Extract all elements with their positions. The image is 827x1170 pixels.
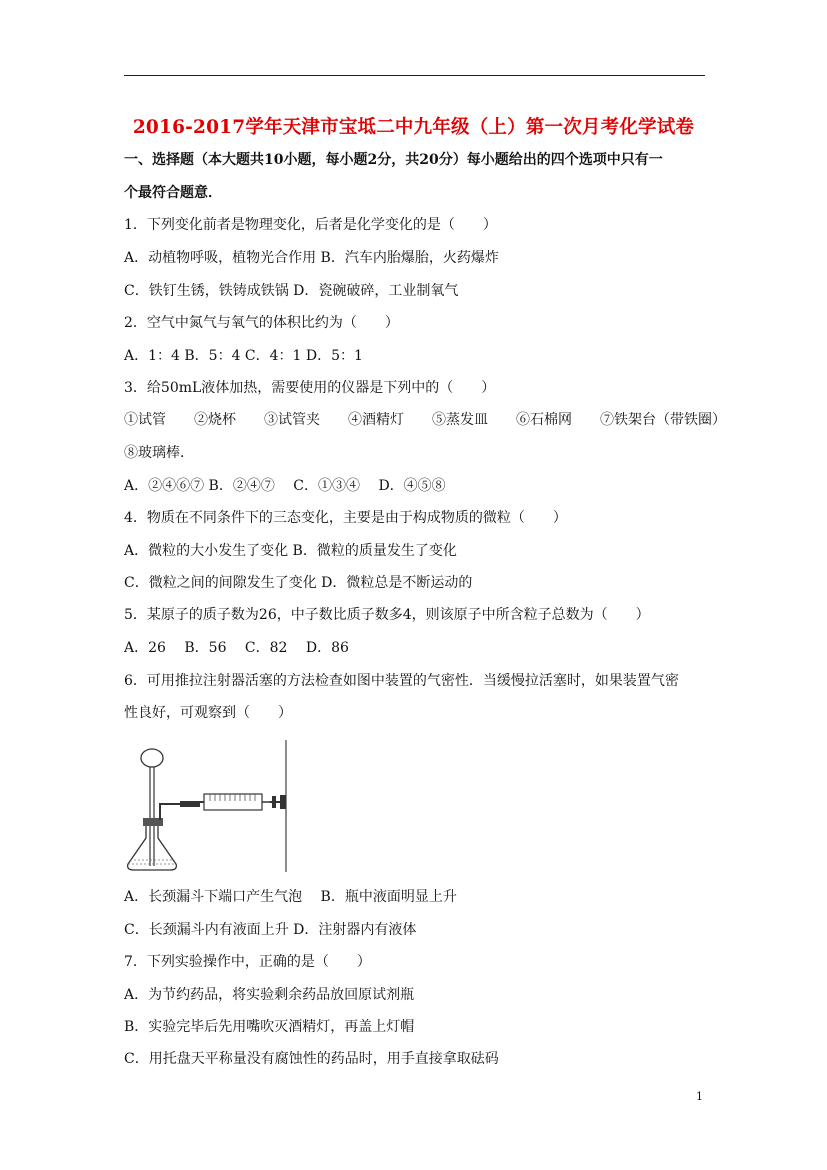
question-6: 6．可用推拉注射器活塞的方法检查如图中装置的气密性．当缓慢拉活塞时，如果装置气密 [124, 673, 679, 689]
q6-options-cd: C．长颈漏斗内有液面上升 D．注射器内有液体 [124, 922, 417, 938]
page-title: 2016-2017学年天津市宝坻二中九年级（上）第一次月考化学试卷 [132, 117, 695, 138]
q3-options: A．②④⑥⑦ B．②④⑦ C．①③④ D．④⑤⑧ [124, 478, 446, 494]
section-heading: 一、选择题（本大题共10小题，每小题2分，共20分）每小题给出的四个选项中只有一 [124, 152, 663, 168]
q7-option-b: B．实验完毕后先用嘴吹灭酒精灯，再盖上灯帽 [124, 1019, 415, 1035]
apparatus-figure [120, 738, 290, 872]
question-6-cont: 性良好，可观察到（ ） [124, 705, 292, 721]
q6-options-ab: A．长颈漏斗下端口产生气泡 B．瓶中液面明显上升 [124, 889, 457, 905]
q1-options-ab: A．动植物呼吸，植物光合作用 B．汽车内胎爆胎，火药爆炸 [124, 250, 499, 266]
question-2: 2．空气中氮气与氧气的体积比约为（ ） [124, 315, 399, 331]
q4-options-ab: A．微粒的大小发生了变化 B．微粒的质量发生了变化 [124, 543, 457, 559]
question-1: 1．下列变化前者是物理变化，后者是化学变化的是（ ） [124, 217, 497, 233]
q7-option-a: A．为节约药品，将实验剩余药品放回原试剂瓶 [124, 987, 415, 1003]
q2-options: A．1：4 B．5：4 C．4：1 D．5：1 [124, 348, 363, 364]
q3-instrument-list-cont: ⑧玻璃棒． [124, 445, 194, 461]
q4-options-cd: C．微粒之间的间隙发生了变化 D．微粒总是不断运动的 [124, 575, 473, 591]
section-heading-cont: 个最符合题意． [124, 185, 222, 201]
q1-options-cd: C．铁钉生锈，铁铸成铁锅 D．瓷碗破碎，工业制氧气 [124, 283, 459, 299]
question-4: 4．物质在不同条件下的三态变化，主要是由于构成物质的微粒（ ） [124, 510, 567, 526]
page-number: 1 [696, 1090, 703, 1103]
question-5: 5．某原子的质子数为26，中子数比质子数多4，则该原子中所含粒子总数为（ ） [124, 607, 650, 623]
question-3: 3．给50mL液体加热，需要使用的仪器是下列中的（ ） [124, 380, 496, 396]
q5-options: A．26 B．56 C．82 D．86 [124, 640, 349, 656]
q7-option-c: C．用托盘天平称量没有腐蚀性的药品时，用手直接拿取砝码 [124, 1051, 499, 1067]
question-7: 7．下列实验操作中，正确的是（ ） [124, 954, 371, 970]
q3-instrument-list: ①试管 ②烧杯 ③试管夹 ④酒精灯 ⑤蒸发皿 ⑥石棉网 ⑦铁架台（带铁圈） [124, 412, 726, 428]
header-rule [124, 75, 705, 76]
